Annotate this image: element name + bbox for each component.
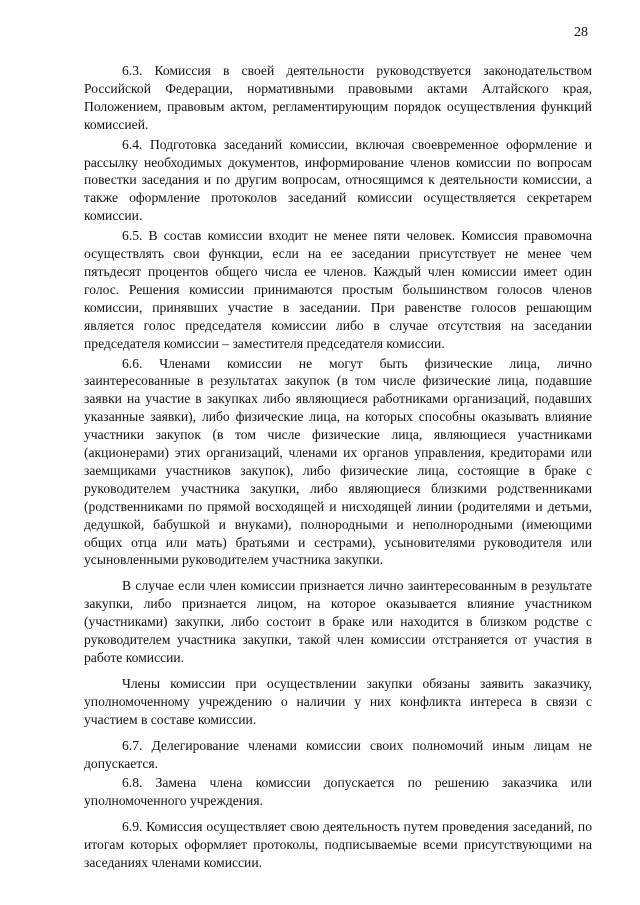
paragraph-6-6: 6.6. Членами комиссии не могут быть физические лица, лично заинтересованные в результатах закупок (в том числе физические лица, подавшие заявки на участие в закупках либо являющиеся работниками организаций, подавших указанные заявки), либо физические лица, на которых способны оказывать влияние участники закупок (в том числе физические лица, являющиеся участниками (акционерами) этих организаций, членами их органов управления, кредиторами или заемщиками участников закупок), либо физические лица, состоящие в браке с руководителем участника закупки, либо являющиеся близкими родственниками (родственниками по прямой восходящей и нисходящей линии (родителями и детьми, дедушкой, бабушкой и внуками), полнородными и неполнородными (имеющими общих отца или мать) братьями и сестрами), усыновителями руководителя или усыновленными руководителем участника закупки. bbox=[84, 355, 592, 568]
paragraph-6-7: 6.7. Делегирование членами комиссии своих полномочий иным лицам не допускается. bbox=[84, 737, 592, 771]
paragraph-6-5: 6.5. В состав комиссии входит не менее пяти человек. Комиссия правомочна осуществлять свои функции, если на ее заседании присутствует не менее чем пятьдесят процентов общего числа ее членов. Каждый член комиссии имеет один голос. Решения комиссии принимаются простым большинством голосов членов комиссии, принявших участие в заседании. При равенстве голосов решающим является голос председателя комиссии либо в случае отсутствия на заседании председателя комиссии – заместителя председателя комиссии. bbox=[84, 228, 592, 351]
paragraph-6-3: 6.3. Комиссия в своей деятельности руководствуется законодательством Российской Федерации, нормативными правовыми актами Алтайского края, Положением, правовым актом, регламентирующим порядок осуществления функций комиссией. bbox=[84, 63, 592, 132]
paragraph-6-8: 6.8. Замена члена комиссии допускается по решению заказчика или уполномоченного учреждения. bbox=[84, 775, 592, 809]
paragraph-conflict-removal: В случае если член комиссии признается лично заинтересованным в результате закупки, либо признается лицом, на которое оказывается влияние участником (участниками) закупки, либо состоит в браке или находится в близком родстве с руководителем участника закупки, такой член комиссии отстраняется от участия в работе комиссии. bbox=[84, 578, 592, 665]
paragraph-conflict-declaration: Члены комиссии при осуществлении закупки обязаны заявить заказчику, уполномоченному учреждению о наличии у них конфликта интереса в связи с участием в составе комиссии. bbox=[84, 675, 592, 727]
paragraph-6-4: 6.4. Подготовка заседаний комиссии, включая своевременное оформление и рассылку необходимых документов, информирование членов комиссии по вопросам повестки заседания и по другим вопросам, относящимся к деятельности комиссии, а также оформление протоколов заседаний комиссии осуществляется секретарем комиссии. bbox=[84, 136, 592, 224]
page-number: 28 bbox=[574, 25, 588, 40]
paragraph-6-9: 6.9. Комиссия осуществляет свою деятельность путем проведения заседаний, по итогам которых оформляет протоколы, подписываемые всеми присутствующими на заседаниях членами комиссии. bbox=[84, 819, 592, 871]
document-body bbox=[84, 62, 592, 874]
